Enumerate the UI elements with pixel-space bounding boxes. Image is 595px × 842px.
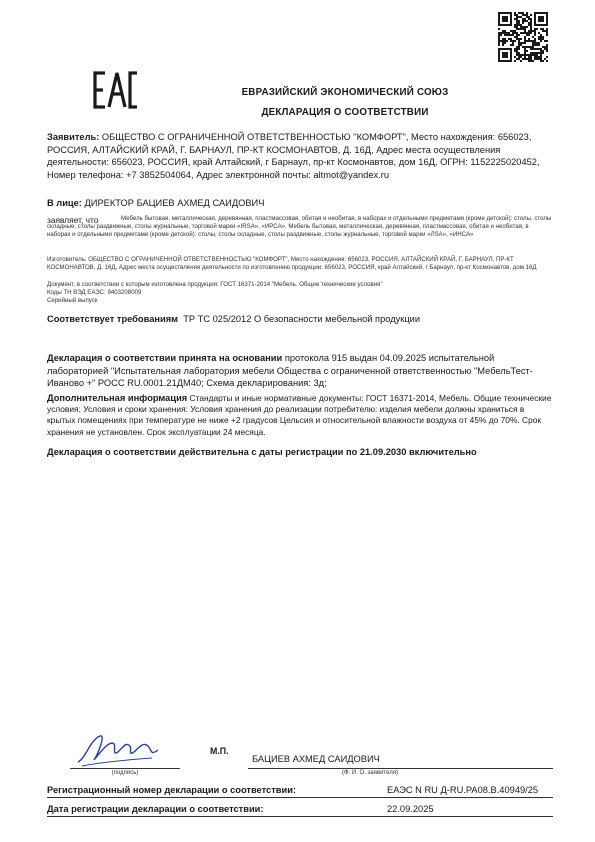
- registration-number-line: [47, 797, 553, 798]
- basis-block: [47, 352, 553, 390]
- handwritten-signature-icon: [72, 728, 162, 770]
- declares-label: заявляет, что: [47, 215, 99, 225]
- applicant-label: Заявитель:: [47, 132, 100, 142]
- serial-text: Серийный выпуск: [47, 297, 98, 304]
- document-title: ДЕКЛАРАЦИЯ О СООТВЕТСТВИИ: [261, 107, 429, 118]
- registration-number-label: Регистрационный номер декларации о соответствии:: [47, 785, 297, 795]
- signature-line: [70, 768, 180, 769]
- applicant-block: [47, 131, 553, 182]
- additional-block: [47, 393, 553, 438]
- additional-text: Стандарты и иные нормативные документы: ГОСТ 16371-2014, Мебель. Общие технические условия; Условия и сроки хранения: Условия хранения до реализации потребителю: изделия мебели должны храниться в крытых помещениях при температуре не ниже +2 градусов Цельсия и относительной влажности воздуха от 45% до 70%. Срок хранения не установлен. Срок эксплуатации 24 месяца.: [47, 393, 552, 437]
- declares-text: Мебель бытовая, металлическая, деревянная, пластмассовая, обитая и необитая, в наборах и отдельными предметами (кроме детской): столы, столы складные, столы раздвижные, столы журнальные, торговой марки «IRSA», «ИРСА». Мебель бытовая, металлическая, деревянная, пластмассовая, обитая и необитая, в наборах и отдельными предметами (кроме детской): столы, столы складные, столы раздвижные, столы журнальные, торговой марки «ЛSA», «ИНСА»: [47, 215, 552, 239]
- basis-label: Декларация о соответствии принята на основании: [47, 353, 283, 363]
- basis-text: протокола 915 выдан 04.09.2025 испытательной лабораторией "Испытательная лаборатория мебели Общества с ограниченной ответственностью "МебельТест-Иваново +" РОСС RU.0001.21ДМ40; Схема декларирования: 3д;: [47, 353, 533, 389]
- person-block: [47, 197, 553, 210]
- person-text: ДИРЕКТОР БАЦИЕВ АХМЕД САИДОВИЧ: [84, 198, 265, 208]
- eac-logo-icon: [92, 70, 138, 110]
- name-caption: (Ф. И. О. заявителя): [342, 770, 398, 776]
- conforms-label: Соответствует требованиям: [47, 314, 179, 324]
- conforms-text: ТР ТС 025/2012 О безопасности мебельной продукции: [183, 314, 421, 324]
- manufacturer-text: Изготовитель: ОБЩЕСТВО С ОГРАНИЧЕННОЙ ОТВЕТСТВЕННОСТЬЮ "КОМФОРТ", Место нахождения: 656023, РОССИЯ, АЛТАЙСКИЙ КРАЙ, Г. БАРНАУЛ, ПР-КТ КОСМОНАВТОВ, Д. 16Д, Адрес места осуществления деятельности по изготовлению продукции: 656023, РОССИЯ, край Алтайский, г Барнаул, пр-кт Космонавтов, дом 16Д: [47, 256, 537, 272]
- signature-caption: (подпись): [111, 770, 139, 776]
- registration-date-line: [47, 816, 553, 817]
- standard-text: Документ, в соответствии с которым изготовлена продукция: ГОСТ 16371-2014 "Мебель. Общие технические условия": [47, 281, 383, 288]
- name-line: [248, 768, 553, 769]
- org-title: ЕВРАЗИЙСКИЙ ЭКОНОМИЧЕСКИЙ СОЮЗ: [241, 87, 449, 98]
- stamp-label: М.П.: [210, 746, 229, 756]
- registration-number-value: ЕАЭС N RU Д-RU.PA08.B.40949/25: [387, 785, 539, 795]
- additional-label: Дополнительная информация: [47, 393, 188, 403]
- registration-date-label: Дата регистрации декларации о соответствии:: [47, 804, 264, 814]
- validity-text: Декларация о соответствии действительна с даты регистрации по 21.09.2030 включительно: [47, 447, 477, 457]
- tnved-code: Коды ТН ВЭД ЕАЭС: 9403208009: [47, 289, 142, 296]
- conforms-block: [47, 313, 553, 326]
- applicant-text: ОБЩЕСТВО С ОГРАНИЧЕННОЙ ОТВЕТСТВЕННОСТЬЮ "КОМФОРТ", Место нахождения: 656023, РОССИЯ, АЛТАЙСКИЙ КРАЙ, Г. БАРНАУЛ, ПР-КТ КОСМОНАВТОВ, Д. 16Д, Адрес места осуществления деятельности: 656023, РОССИЯ, край Алтайский, г Барнаул, пр-кт Космонавтов, дом 16Д, ОГРН: 1152225020452, Номер телефона: +7 3852504064, Адрес электронной почты: altmot@yandex.ru: [47, 132, 540, 181]
- registration-date-value: 22.09.2025: [387, 804, 434, 814]
- signer-name: БАЦИЕВ АХМЕД САИДОВИЧ: [252, 754, 380, 764]
- qr-code-icon: [498, 12, 548, 62]
- person-label: В лице:: [47, 198, 82, 208]
